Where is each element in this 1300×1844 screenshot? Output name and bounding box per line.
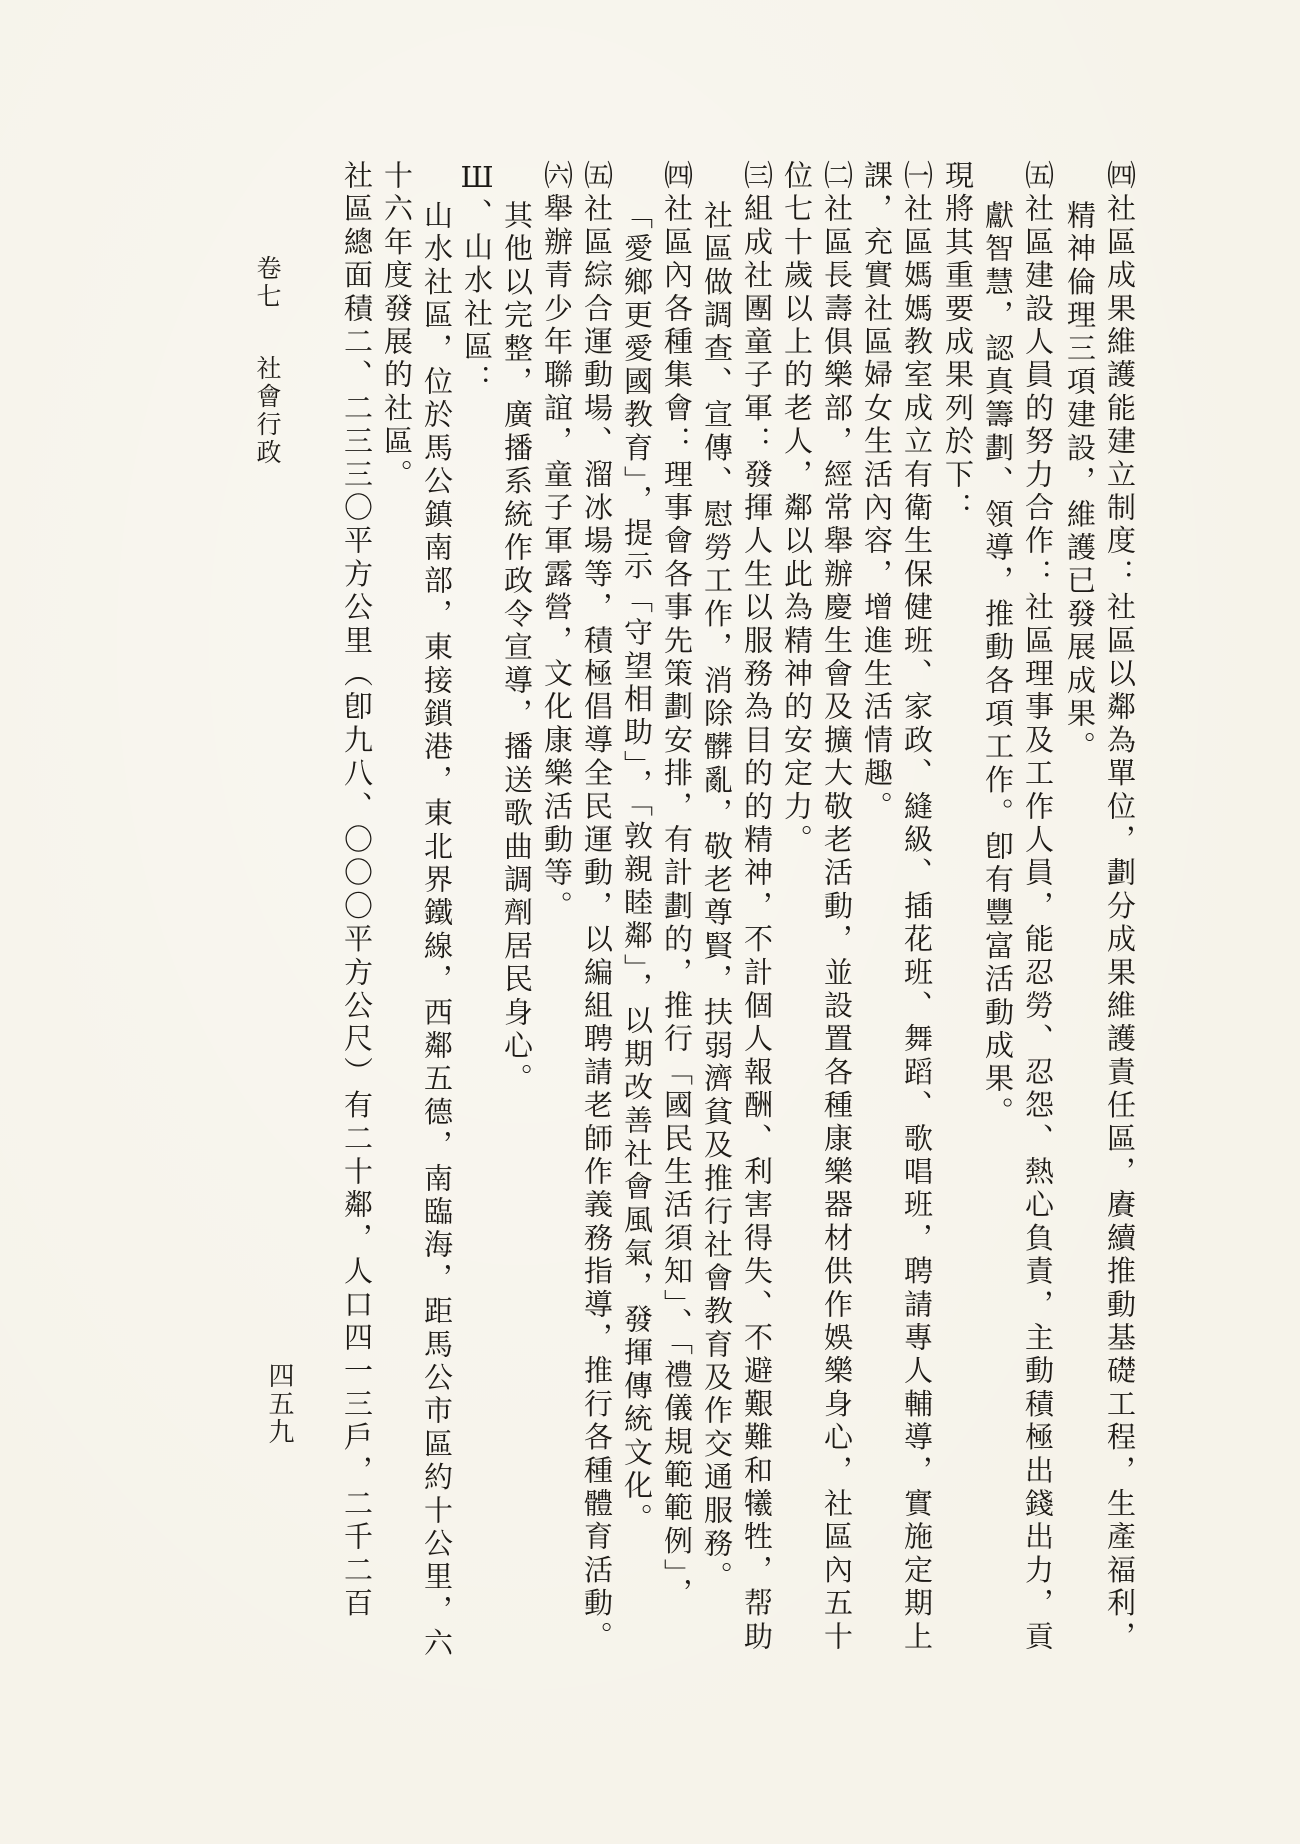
text-column-19: 十六年度發展的社區。 bbox=[380, 160, 414, 492]
text-column-10: ㈢組成社團童子軍：發揮人生以服務為目的的精神，不計個人報酬、利害得失、不避艱難和犧牲，帮助 bbox=[740, 160, 774, 1654]
text-column-5: 現將其重要成果列於下： bbox=[941, 160, 975, 526]
text-column-2: 精神倫理三項建設，維護已發展成果。 bbox=[1063, 200, 1097, 765]
page-number: 四五九 bbox=[264, 1362, 294, 1446]
text-column-8: ㈡社區長壽俱樂部，經常舉辦慶生會及擴大敬老活動，並設置各種康樂器材供作娛樂身心，社區內五十 bbox=[820, 160, 854, 1654]
text-column-14: ㈤社區綜合運動場、溜冰場等，積極倡導全民運動，以編組聘請老師作義務指導，推行各種體育活動。 bbox=[580, 160, 614, 1654]
volume-label: 卷七 bbox=[253, 255, 282, 311]
text-column-18: 山水社區，位於馬公鎮南部，東接鎖港，東北界鐵線，西鄰五德，南臨海，距馬公市區約十公里，六 bbox=[420, 200, 454, 1661]
text-column-1: ㈣社區成果維護能建立制度：社區以鄰為單位，劃分成果維護責任區，賡續推動基礎工程，生產福利， bbox=[1103, 160, 1137, 1654]
text-column-6: ㈠社區媽媽教室成立有衛生保健班、家政、縫級、插花班、舞蹈、歌唱班，聘請專人輔導，實施定期上 bbox=[900, 160, 934, 1654]
text-column-3: ㈤社區建設人員的努力合作：社區理事及工作人員，能忍勞、忍怨、熱心負責，主動積極出錢出力，貢 bbox=[1021, 160, 1055, 1654]
section-label: 社會行政 bbox=[253, 355, 282, 467]
text-column-11: 社區做調查、宣傳、慰勞工作，消除髒亂，敬老尊賢，扶弱濟貧及推行社會教育及作交通服務。 bbox=[700, 200, 734, 1595]
text-column-20: 社區總面積二、二三三〇平方公里（卽九八、〇〇〇平方公尺）有二十鄰，人口四一三戶，二千二百 bbox=[340, 160, 374, 1621]
text-column-17: Ш、山水社區： bbox=[460, 160, 494, 398]
text-column-4: 獻智慧，認真籌劃、領導，推動各項工作。卽有豐富活動成果。 bbox=[981, 200, 1015, 1130]
text-column-12: ㈣社區內各種集會：理事會各事先策劃安排，有計劃的，推行「國民生活須知」、「禮儀規範範例」， bbox=[660, 160, 694, 1611]
text-column-15: ㈥舉辦青少年聯誼，童子軍露營，文化康樂活動等。 bbox=[540, 160, 574, 924]
text-column-16: 其他以完整，廣播系統作政令宣導，播送歌曲調劑居民身心。 bbox=[500, 200, 534, 1097]
text-column-7: 課，充實社區婦女生活內容，增進生活情趣。 bbox=[860, 160, 894, 824]
text-column-13: 「愛鄉更愛國教育」，提示「守望相助」，「敦親睦鄰」，以期改善社會風氣，發揮傳統文化。 bbox=[620, 200, 654, 1537]
text-column-9: 位七十歲以上的老人，鄰以此為精神的安定力。 bbox=[780, 160, 814, 858]
